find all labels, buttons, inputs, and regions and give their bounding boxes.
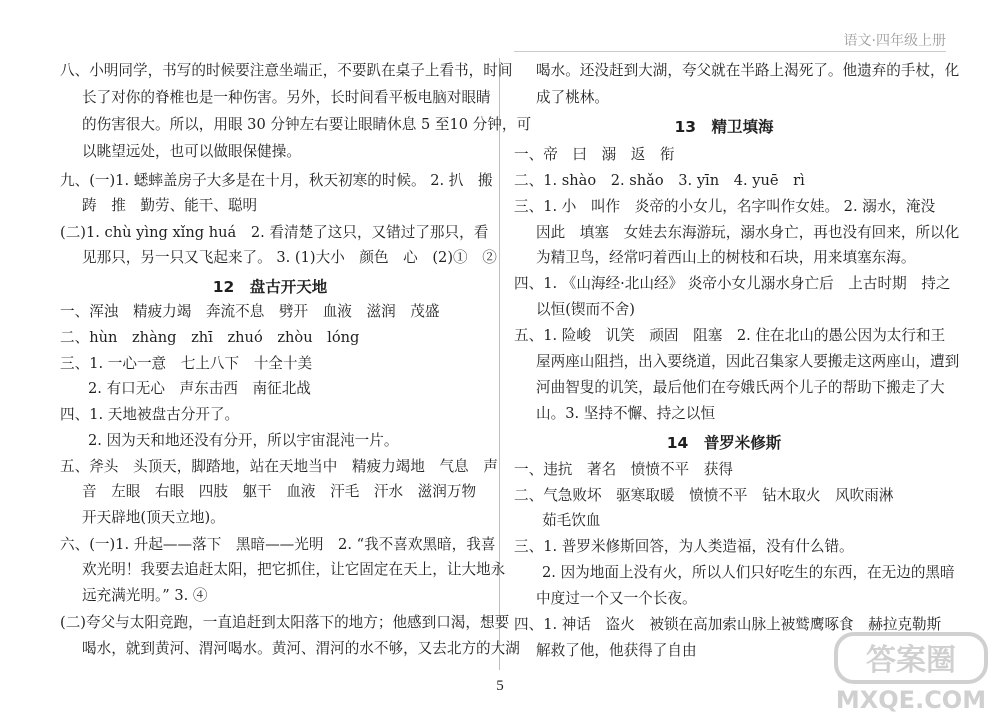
answer-line: 五、斧头 头顶天，脚踏地，站在天地当中 精疲力竭地 气息 声 <box>60 458 498 475</box>
answer-line: 三、1. 普罗米修斯回答，为人类造福，没有什么错。 <box>514 538 854 555</box>
answer-line: 以眺望远处，也可以做眼保健操。 <box>82 143 301 160</box>
answer-line: 的伤害很大。所以，用眼 30 分钟左右要让眼睛休息 5 至10 分钟，可 <box>82 116 532 133</box>
answer-line: 四、1. 神话 盗火 被锁在高加索山脉上被鹫鹰啄食 赫拉克勒斯 <box>514 616 942 633</box>
answer-line: 以恒(锲而不舍) <box>536 301 635 318</box>
answer-line: 见那只，另一只又飞起来了。 3. (1)大小 颜色 心 (2)① ② <box>82 249 497 266</box>
answer-line: 六、(一)1. 升起——落下 黑暗——光明 2. “我不喜欢黑暗，我喜 <box>60 536 496 553</box>
answer-line: 三、1. 一心一意 七上八下 十全十美 <box>60 355 313 372</box>
answer-line: 解救了他，他获得了自由 <box>536 642 697 659</box>
section-title-14: 14 普罗米修斯 <box>666 434 782 452</box>
answer-line: 八、小明同学，书写的时候要注意坐端正，不要趴在桌子上看书，时间 <box>60 62 513 79</box>
answer-line: 2. 因为天和地还没有分开，所以宇宙混沌一片。 <box>88 432 399 449</box>
answer-line: (二)夸父与太阳竞跑，一直追赶到太阳落下的地方；他感到口渴，想要 <box>60 614 510 631</box>
answer-line: 四、1. 《山海经·北山经》 炎帝小女儿溺水身亡后 上古时期 持之 <box>514 275 951 292</box>
section-title-13: 13 精卫填海 <box>674 118 774 136</box>
answer-line: 山。3. 坚持不懈、持之以恒 <box>536 405 716 422</box>
answer-line: 成了桃林。 <box>536 89 609 106</box>
answer-line: 一、帝 曰 溺 返 衔 <box>514 146 675 163</box>
answer-line: 茹毛饮血 <box>542 512 601 529</box>
answer-line: 2. 因为地面上没有火，所以人们只好吃生的东西，在无边的黑暗 <box>542 564 955 581</box>
watermark-logo <box>828 628 992 716</box>
answer-line: 2. 有口无心 声东击西 南征北战 <box>88 380 311 397</box>
answer-line: 中度过一个又一个长夜。 <box>536 590 697 607</box>
answer-line: 远充满光明。” 3. ④ <box>82 587 208 604</box>
answer-line: 二、气急败坏 驱寒取暖 愤愤不平 钻木取火 风吹雨淋 <box>514 487 894 504</box>
watermark-url-text: MXQE.COM <box>835 686 987 714</box>
answer-line: (二)1. chù yìng xǐng huá 2. 看清楚了这只，又错过了那只，看 <box>60 224 489 241</box>
answer-line: 二、hùn zhàng zhī zhuó zhòu lóng <box>60 329 360 346</box>
answer-line: 长了对你的脊椎也是一种伤害。另外，长时间看平板电脑对眼睛 <box>82 89 491 106</box>
page-number: 5 <box>496 678 504 694</box>
section-title-12: 12 盘古开天地 <box>212 278 328 296</box>
answer-line: 河曲智叟的讥笑，最后他们在夸娥氏两个儿子的帮助下搬走了大 <box>536 379 945 396</box>
answer-line: 二、1. shào 2. shǎo 3. yīn 4. yuē rì <box>514 172 805 189</box>
answer-line: 三、1. 小 叫作 炎帝的小女儿，名字叫作女娃。 2. 溺水，淹没 <box>514 198 936 215</box>
watermark-logo-text: 答案圈 <box>866 643 956 678</box>
answer-line: 因此 填塞 女娃去东海游玩，溺水身亡，再也没有回来，所以化 <box>536 224 960 241</box>
answer-line: 九、(一)1. 蟋蟀盖房子大多是在十月，秋天初寒的时候。 2. 扒 搬 <box>60 172 493 189</box>
answer-line: 一、浑浊 精疲力竭 奔流不息 劈开 血液 滋润 茂盛 <box>60 303 440 320</box>
answer-line: 开天辟地(顶天立地)。 <box>82 509 225 526</box>
answer-line: 音 左眼 右眼 四肢 躯干 血液 汗毛 汗水 滋润万物 <box>82 483 477 500</box>
answer-line: 欢光明！我要去追赶太阳，把它抓住，让它固定在天上，让大地永 <box>82 561 506 578</box>
header-rule <box>514 51 946 52</box>
answer-line: 一、违抗 著名 愤愤不平 获得 <box>514 461 733 478</box>
answer-line: 为精卫鸟，经常叼着西山上的树枝和石块，用来填塞东海。 <box>536 249 916 266</box>
answer-line: 喝水。还没赶到大湖，夸父就在半路上渴死了。他遗弃的手杖，化 <box>536 62 960 79</box>
page-header-title: 语文·四年级上册 <box>843 33 946 49</box>
answer-line: 屋两座山阻挡，出入要绕道，因此召集家人要搬走这两座山，遭到 <box>536 353 960 370</box>
answer-line: 踌 推 勤劳、能干、聪明 <box>82 197 258 214</box>
answer-line: 四、1. 天地被盘古分开了。 <box>60 406 240 423</box>
answer-line: 五、1. 险峻 讥笑 顽固 阻塞 2. 住在北山的愚公因为太行和王 <box>514 327 946 344</box>
answer-line: 喝水，就到黄河、渭河喝水。黄河、渭河的水不够，又去北方的大湖 <box>82 640 520 657</box>
